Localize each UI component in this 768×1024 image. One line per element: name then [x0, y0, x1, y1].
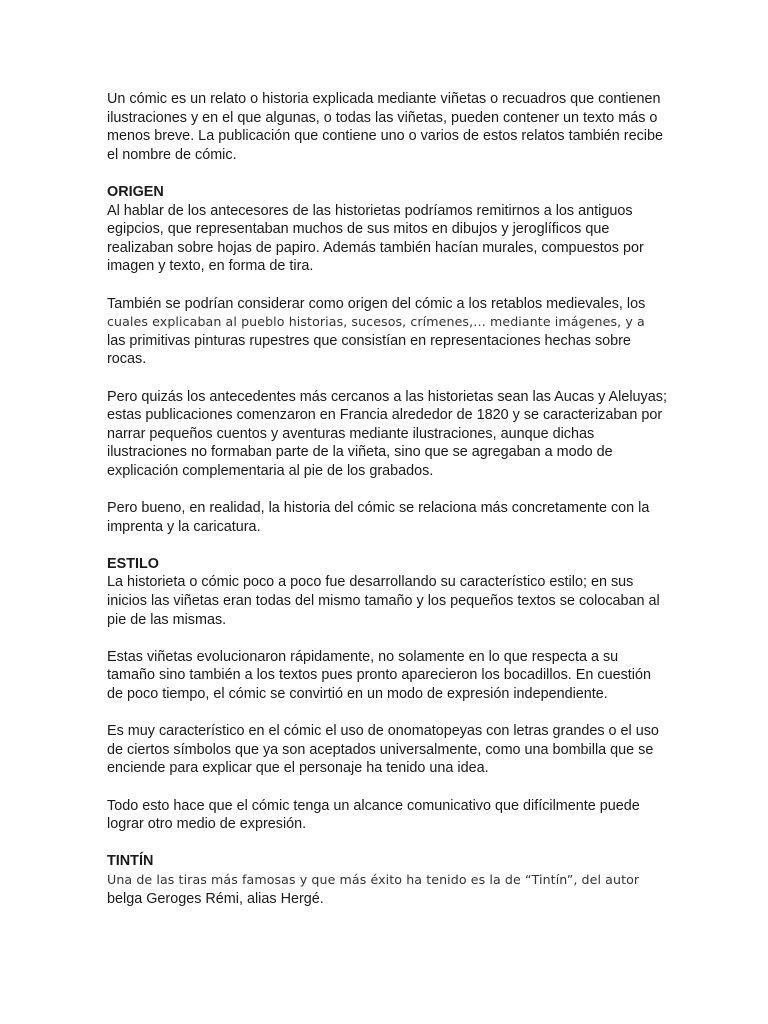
document-page [107, 90, 667, 908]
estilo-paragraph-4: Todo esto hace que el cómic tenga un alcance comunicativo que difícilmente puede lograr otro medio de expresión. [107, 797, 640, 833]
tintin-paragraph-1-part-a: Una de las tiras más famosas y que más éxito ha tenido es la de “Tintín”, del autor [107, 871, 640, 887]
estilo-paragraph-1: La historieta o cómic poco a poco fue desarrollando su característico estilo; en sus inicios las viñetas eran todas del mismo tamaño y los pequeños textos se colocaban al pie de las mismas. [107, 574, 660, 628]
origen-paragraph-2 [107, 295, 667, 369]
origen-paragraph-4: Pero bueno, en realidad, la historia del cómic se relaciona más concretamente con la imprenta y la caricatura. [107, 500, 650, 535]
origen-paragraph-1: Al hablar de los antecesores de las historietas podríamos remitirnos a los antiguos egipcios, que representaban muchos de sus mitos en dibujos y jeroglíficos que realizaban sobre hojas de papiro. Además también hacían murales, compuestos por imagen y texto, en forma de tira. [107, 202, 644, 275]
tintin-paragraph-1 [107, 871, 667, 908]
estilo-paragraph-2: Estas viñetas evolucionaron rápidamente, no solamente en lo que respecta a su tamaño sino también a los textos pues pronto aparecieron los bocadillos. En cuestión de poco tiempo, el cómic se convirtió en un modo de expresión independiente. [107, 648, 651, 702]
heading-origen: ORIGEN [107, 183, 164, 200]
origen-paragraph-2-part-b: cuales explicaban al pueblo historias, sucesos, crímenes,… mediante imágenes, y a [107, 314, 645, 330]
origen-paragraph-3: Pero quizás los antecedentes más cercanos a las historietas sean las Aucas y Aleluyas; estas publicaciones comenzaron en Francia alrededor de 1820 y se caracterizaban por narrar pequeños cuentos y aventuras mediante ilustraciones, aunque dichas ilustraciones no formaban parte de la viñeta, sino que se agregaban a modo de explicación complementaria al pie de los grabados. [107, 388, 667, 479]
origen-paragraph-2-part-a: También se podrían considerar como origen del cómic a los retablos medievales, los [107, 295, 646, 312]
heading-estilo: ESTILO [107, 555, 159, 572]
intro-paragraph: Un cómic es un relato o historia explicada mediante viñetas o recuadros que contienen ilustraciones y en el que algunas, o todas las viñetas, pueden contener un texto más o menos breve. La publicación que contiene uno o varios de estos relatos también recibe el nombre de cómic. [107, 91, 663, 163]
tintin-paragraph-1-part-b: belga Geroges Rémi, alias Hergé. [107, 890, 324, 907]
origen-paragraph-2-part-c: las primitivas pinturas rupestres que consistían en representaciones hechas sobre rocas. [107, 332, 631, 368]
estilo-paragraph-3: Es muy característico en el cómic el uso de onomatopeyas con letras grandes o el uso de ciertos símbolos que ya son aceptados universalmente, como una bombilla que se enciende para explicar que el personaje ha tenido una idea. [107, 723, 659, 777]
heading-tintin: TINTÍN [107, 853, 154, 870]
